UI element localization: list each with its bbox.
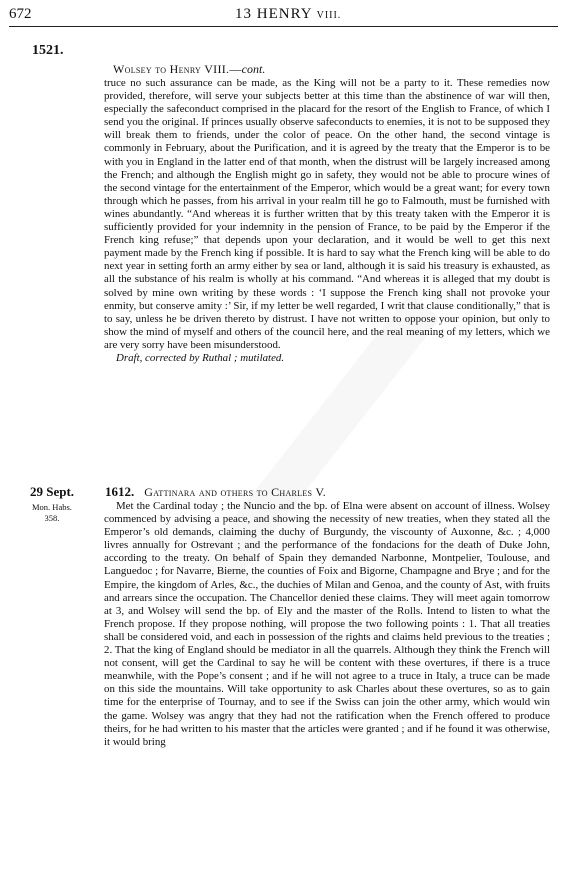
library-watermark: ​	[200, 294, 441, 587]
entry-title: Gattinara and others to Charles V.	[144, 485, 327, 499]
entry-date: 29 Sept.	[30, 484, 75, 499]
letter-heading	[113, 62, 265, 77]
paragraph-2: Met the Cardinal today ; the Nuncio and the bp. of Elna were absent on account of illness. Wolsey commenced by advising a peace, and showing the necessity of new treaties, when they stated all the Emperor’s old demands, claiming the duchy of Burgundy, the viscounty of Auxonne, &c. ; 4,000 livres annually for Ostrevant ; and the performance of the fondacions for the death of Duke John, according to the treaty. On behalf of Spain they demanded Narbonne, Montpelier, Toulouse, and Languedoc ; for Navarre, Bierne, the counties of Foix and Bigorne, Champagne and Brye ; and for the Empire, the kingdom of Arles, &c., the duchies of Milan and Genoa, and the county of Ast, with fruits and arrears since the occupation. The Chancellor denied these claims. They will meet again tomorrow at 3, and Wolsey will send the bp. of Ely and the master of the Rolls. Intend to listen to what the French propose. If they propose nothing, will propose the two following points : 1. That all treaties shall be considered void, and each in possession of the rights and claims held previous to the treaties ; 2. That the king of England should be mediator in all the quarrels. Although they think the French will not consent, will get the Cardinal to say he will be content with these overtures, if there is a truce meanwhile, with the Pope’s consent ; and if he will not agree to a truce in Italy, a truce can be made on this side the mountains. Will take opportunity to ask Charles about these overtures, so as to gain time for the enterprise of Tournay, and to see if the Swiss can join the other army, which would win the game. Wolsey was angry that they had not the ratification when the French offered to produce theirs, for he had written to his master that the articles were granted ; and if he found it was otherwise, it would bring	[104, 500, 550, 748]
source-line-1: Mon. Habs.	[32, 502, 72, 512]
source-line-2: 358.	[44, 513, 60, 523]
letter-heading-title: Wolsey to Henry VIII.—	[113, 62, 242, 76]
header-rule	[9, 26, 558, 27]
source-reference	[32, 502, 72, 524]
running-head-suffix: VIII.	[316, 10, 342, 21]
page-number: 672	[9, 6, 32, 22]
entry-body	[104, 500, 550, 749]
draft-note: Draft, corrected by Ruthal ; mutilated.	[116, 351, 285, 364]
entry-number: 1612.	[105, 484, 135, 499]
year-margin: 1521.	[32, 43, 64, 58]
letter-body	[104, 77, 550, 365]
entry-heading	[105, 484, 326, 500]
paragraph-1: truce no such assurance can be made, as the King will not be a party to it. These remedies now provided, therefore, will serve your subjects better at this time than the abstinence of war will then, especially the safeconduct comprised in the placard for the resort of the English to France, of which I send you the original. If princes usually observe safeconducts to enemies, it is not to be supposed they will break them to friends, under the color of peace. On the other hand, the second vintage is commonly in February, about the Purification, and it is agreed by the treaty that the Emperor is to be with you in England in the latter end of that month, when the distrust will be largely increased among the French; and although the English might go in safety, they would not be able to procure wines of the second vintage for the entertainment of the Emperor, which would be a great want; for every town through which he passes, from his arrival in your realm till he go to Falmouth, must be furnished with wines abundantly. “And whereas it is further written that by this treaty taken with the Emperor it is sufficiently provided for your indemnity in the pension of France, to be paid by the Emperor if the French king refuse;” that depends upon your declaration, and it would be well to get this next payment made by the French king if possible. It is hard to say what the French king will be able to do next year in setting forth an army either by sea or land, although it is said his treasury is exhausted, as all the substance of his realm is wholly at his command. “And whereas it is alleged that my doubt is solved by mine own writing by these words : ‘I suppose the French king shall not provoke your enmity, but conserve amity :’ Sir, if my letter be well regarded, I writ that clause conditionally,” that is to say, unless he be driven thereto by distrust. I have not written to oppose your opinion, but only to show the mind of myself and others of the council here, and the real meaning of my letters, which we are very sorry have been misunderstood.	[104, 77, 550, 351]
running-head-title: 13 HENRY	[235, 6, 313, 22]
running-head	[235, 6, 341, 23]
letter-heading-cont: cont.	[241, 62, 266, 76]
